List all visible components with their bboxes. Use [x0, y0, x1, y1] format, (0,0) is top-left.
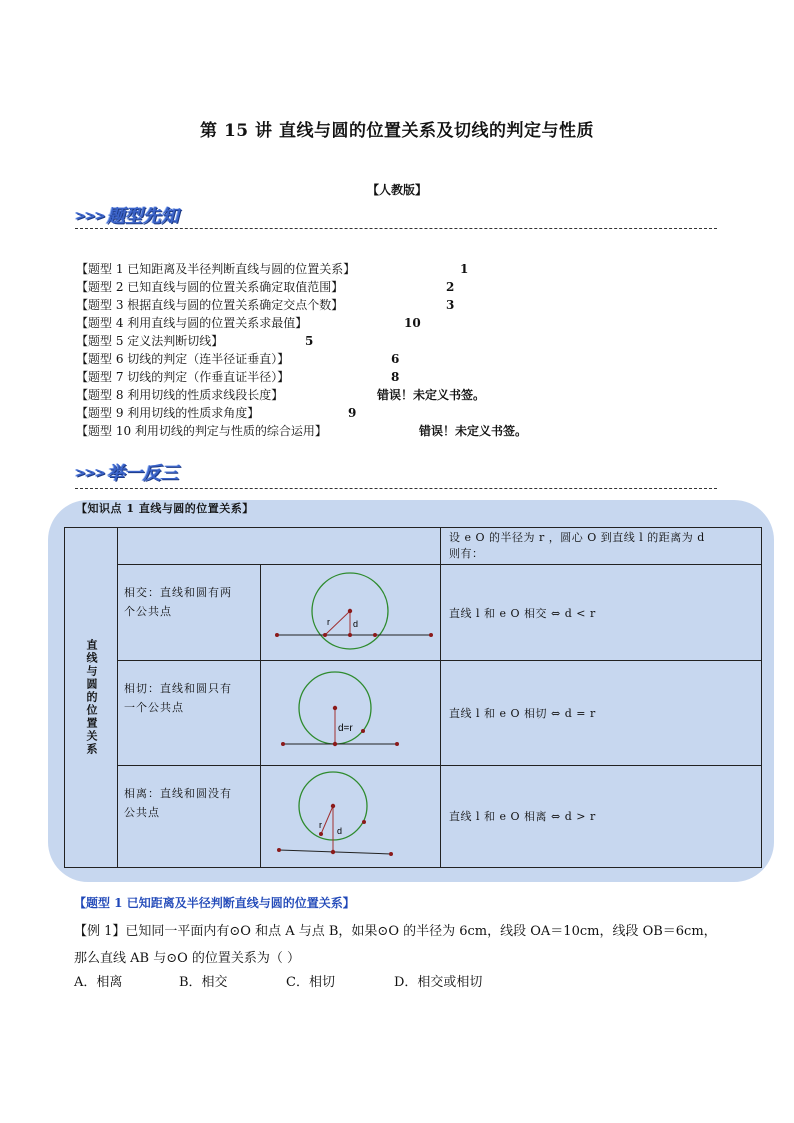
banner-arrows: >>> — [75, 209, 105, 224]
case-desc-line: 一个公共点 — [124, 701, 184, 715]
line-point — [281, 742, 285, 746]
toc-item-page[interactable]: 2 — [446, 280, 455, 294]
side-label-cell — [65, 528, 118, 868]
toc-item-page[interactable]: 错误！未定义书签。 — [419, 424, 528, 438]
toc-item-label[interactable]: 【题型 7 切线的判定（作垂直证半径）】 — [76, 370, 290, 384]
option-a[interactable]: A．相离 — [74, 975, 123, 990]
banner-text: 题型先知 — [106, 206, 179, 227]
circle-point — [362, 820, 366, 824]
side-label: 直线与圆的位置关系 — [85, 639, 98, 756]
toc-item-page[interactable]: 9 — [348, 406, 357, 420]
case-desc-line: 相切：直线和圆只有 — [124, 682, 232, 696]
toc-item[interactable] — [76, 314, 716, 332]
case-desc-line: 相交：直线和圆有两 — [124, 586, 232, 600]
line-point — [395, 742, 399, 746]
distance-label: d — [337, 825, 343, 836]
relation-text: 直线 l 和 e O 相交 ⇔ d < r — [449, 606, 596, 620]
option-c[interactable]: C．相切 — [286, 975, 335, 990]
foot-point — [348, 633, 352, 637]
toc-item[interactable] — [76, 260, 716, 278]
example-line: 【例 1】已知同一平面内有⊙O 和点 A 与点 B，如果⊙O 的半径为 6cm，线段 OA＝10cm，线段 OB＝6cm， — [74, 924, 717, 939]
figure-cell — [261, 765, 441, 867]
toc-item-label[interactable]: 【题型 2 已知直线与圆的位置关系确定取值范围】 — [76, 280, 344, 294]
toc-item-page[interactable]: 8 — [391, 370, 400, 384]
edition-label: 【人教版】 — [366, 183, 427, 197]
tangent-diagram — [261, 661, 441, 765]
banner-text: 举一反三 — [106, 463, 179, 484]
center-point — [331, 803, 335, 807]
toc-item-page[interactable]: 10 — [404, 316, 421, 330]
header-cell — [441, 528, 762, 565]
divider — [75, 228, 717, 229]
toc-item[interactable] — [76, 386, 716, 404]
banner-arrows: >>> — [75, 466, 105, 481]
knowledge-point-title: 【知识点 1 直线与圆的位置关系】 — [76, 502, 254, 515]
line-point — [275, 633, 279, 637]
toc-item-label[interactable]: 【题型 4 利用直线与圆的位置关系求最值】 — [76, 316, 308, 330]
case-description-cell — [118, 565, 261, 661]
figure-cell — [261, 661, 441, 765]
table-row — [65, 565, 762, 661]
toc-item-label[interactable]: 【题型 1 已知距离及半径判断直线与圆的位置关系】 — [76, 262, 356, 276]
toc-item-label[interactable]: 【题型 8 利用切线的性质求线段长度】 — [76, 388, 284, 402]
toc-item[interactable] — [76, 404, 716, 422]
divider — [75, 488, 717, 489]
case-desc-line: 相离：直线和圆没有 — [124, 786, 232, 800]
toc-item-label[interactable]: 【题型 5 定义法判断切线】 — [76, 334, 224, 348]
circle-point — [319, 832, 323, 836]
intersection-point — [323, 633, 327, 637]
line-point — [277, 848, 281, 852]
case-desc-line: 个公共点 — [124, 605, 172, 619]
table-row — [65, 765, 762, 867]
radius-label: r — [327, 617, 330, 628]
header-line-1: 设 e O 的半径为 r ，圆心 O 到直线 l 的距离为 d — [449, 531, 705, 544]
table-header-row — [65, 528, 762, 565]
relation-text: 直线 l 和 e O 相切 ⇔ d = r — [449, 707, 596, 721]
line-point — [429, 633, 433, 637]
center-point — [333, 706, 337, 710]
toc-item-label[interactable]: 【题型 9 利用切线的性质求角度】 — [76, 406, 260, 420]
relation-table — [64, 527, 762, 868]
question-type-title: 【题型 1 已知距离及半径判断直线与圆的位置关系】 — [74, 896, 355, 910]
separate-diagram — [261, 766, 441, 868]
page-title: 第 15 讲 直线与圆的位置关系及切线的判定与性质 — [200, 121, 594, 141]
center-point — [348, 609, 352, 613]
toc-item-page[interactable]: 1 — [460, 262, 469, 276]
toc-item[interactable] — [76, 332, 716, 350]
tangent-point — [333, 742, 337, 746]
toc-item-label[interactable]: 【题型 3 根据直线与圆的位置关系确定交点个数】 — [76, 298, 344, 312]
intersect-diagram — [261, 565, 441, 661]
header-blank-cell — [118, 528, 441, 565]
toc-item-page[interactable]: 错误！未定义书签。 — [377, 388, 486, 402]
option-b[interactable]: B．相交 — [179, 975, 228, 990]
relation-cell — [441, 565, 762, 661]
section-banner-overview — [75, 202, 179, 227]
intersection-point — [373, 633, 377, 637]
example-question — [74, 918, 734, 972]
option-d[interactable]: D．相交或相切 — [394, 975, 483, 990]
radius-label: r — [319, 819, 322, 830]
toc-item[interactable] — [76, 422, 716, 440]
circle-point — [361, 729, 365, 733]
toc-item-page[interactable]: 6 — [391, 352, 400, 366]
distance-label: d=r — [338, 723, 353, 735]
toc-item-page[interactable]: 5 — [305, 334, 314, 348]
table-row — [65, 661, 762, 765]
toc-item-label[interactable]: 【题型 10 利用切线的判定与性质的综合运用】 — [76, 424, 327, 438]
toc-item[interactable] — [76, 296, 716, 314]
distance-label: d — [353, 619, 359, 630]
radius-segment — [321, 806, 333, 834]
section-banner-practice — [75, 459, 179, 484]
example-line: 那么直线 AB 与⊙O 的位置关系为（ ） — [74, 951, 301, 966]
relation-cell — [441, 661, 762, 765]
relation-text: 直线 l 和 e O 相离 ⇔ d > r — [449, 810, 596, 824]
toc-item-label[interactable]: 【题型 6 切线的判定（连半径证垂直）】 — [76, 352, 290, 366]
toc-item[interactable] — [76, 368, 716, 386]
case-desc-line: 公共点 — [124, 805, 160, 819]
figure-cell — [261, 565, 441, 661]
toc-item[interactable] — [76, 350, 716, 368]
case-description-cell — [118, 661, 261, 765]
header-line-2: 则有： — [449, 547, 484, 560]
line-point — [389, 852, 393, 856]
toc-item-page[interactable]: 3 — [446, 298, 455, 312]
case-description-cell — [118, 765, 261, 867]
foot-point — [331, 849, 335, 853]
toc-item[interactable] — [76, 278, 716, 296]
relation-cell — [441, 765, 762, 867]
toc — [76, 260, 716, 440]
